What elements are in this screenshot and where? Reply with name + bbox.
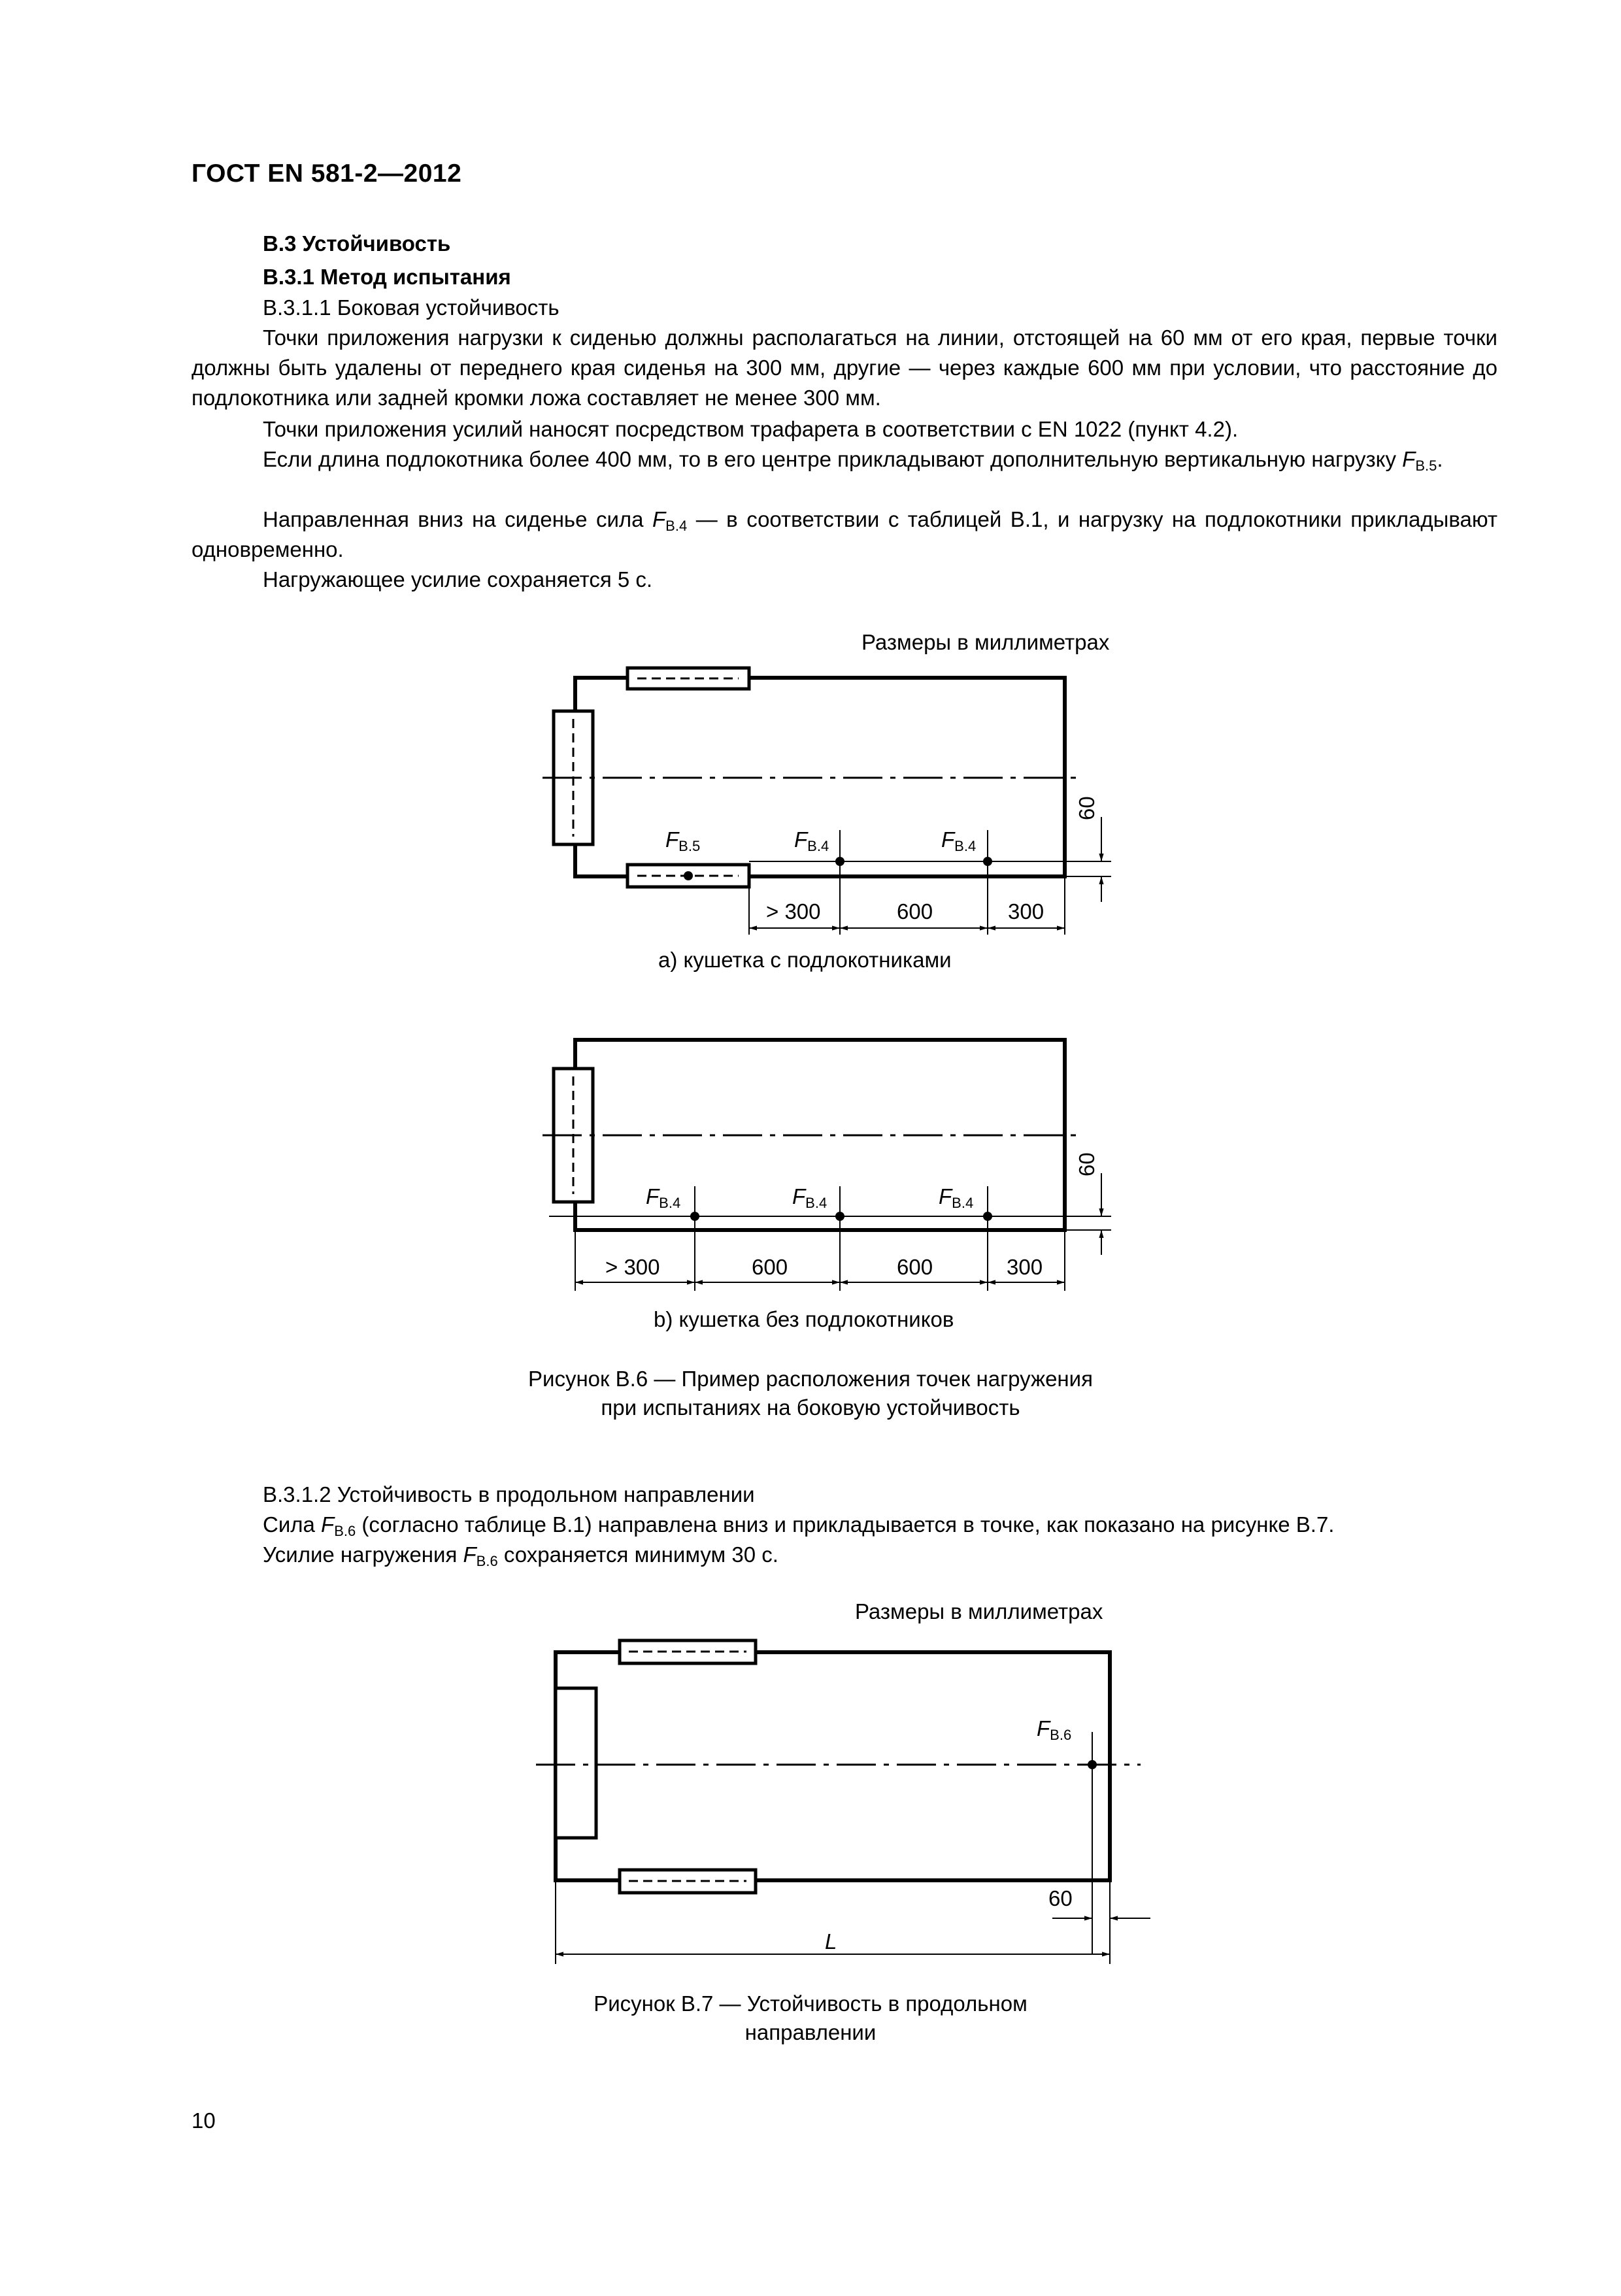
label-f-b4-b1: $F_{B.4}$ — [646, 1184, 681, 1211]
load-point-b4-b3 — [983, 1212, 992, 1221]
dim-300-a: 300 — [1008, 899, 1044, 923]
dim-L: L — [825, 1929, 837, 1954]
armrest-bottom — [627, 865, 749, 887]
figure-b6-caption — [418, 1365, 1203, 1422]
dim-600-b2: 600 — [897, 1255, 933, 1279]
dim-600-a: 600 — [897, 899, 933, 923]
dim-60-a: 60 — [1075, 796, 1099, 820]
dim-60-b: 60 — [1075, 1152, 1099, 1176]
dim-gt300-a: > 300 — [766, 899, 821, 923]
figure-b6-caption-line2: при испытаниях на боковую устойчивость — [601, 1395, 1020, 1420]
figure-b7-caption-line2: направлении — [744, 2020, 877, 2044]
figure-b6a-couch — [543, 668, 1111, 935]
load-point-b4-1 — [835, 857, 844, 866]
label-f-b6: $F_{B.6}$ — [1037, 1716, 1072, 1743]
armrest-top — [627, 668, 749, 689]
section-b31-title: B.3.1 Метод испытания — [263, 265, 511, 289]
paragraph-b6-force: Сила $F_{B.6}$ (согласно таблице B.1) направлена вниз и прикладывается в точке, как показано на рисунке B.7. — [263, 1512, 1335, 1539]
paragraph-hold-time: Нагружающее усилие сохраняется 5 с. — [263, 567, 653, 591]
dim-gt300-b: > 300 — [605, 1255, 660, 1279]
label-f-b5: $F_{B.5}$ — [665, 827, 701, 854]
label-f-b4-a1: $F_{B.4}$ — [794, 827, 829, 854]
dim-60-b7: 60 — [1048, 1886, 1073, 1910]
figure-b6-units-note: Размеры в миллиметрах — [861, 630, 1110, 654]
load-point-b6 — [1088, 1760, 1097, 1769]
label-f-b4-b2: $F_{B.4}$ — [792, 1184, 827, 1211]
section-b311-title: B.3.1.1 Боковая устойчивость — [263, 295, 560, 320]
section-b3-title: B.3 Устойчивость — [263, 231, 451, 256]
paragraph-armrest-load: Если длина подлокотника более 400 мм, то в его центре прикладывают дополнительную вертикальную нагрузку $F_{B.5}$. — [263, 447, 1443, 474]
load-point-b5 — [684, 871, 693, 880]
figure-b7-caption-line1: Рисунок B.7 — Устойчивость в продольном — [593, 1991, 1028, 2016]
figure-b6a-caption: a) кушетка с подлокотниками — [658, 948, 952, 972]
label-f-b4-b3: $F_{B.4}$ — [939, 1184, 974, 1211]
paragraph-downward-force: Направленная вниз на сиденье сила $F_{B.4}$ — в соответствии с таблицей B.1, и нагрузку на подлокотники прикладывают одновременно. — [192, 507, 1497, 561]
headrest-left-b — [554, 1069, 593, 1202]
section-b312-title: B.3.1.2 Устойчивость в продольном направлении — [263, 1482, 755, 1506]
figure-b7-units-note: Размеры в миллиметрах — [855, 1599, 1103, 1623]
paragraph-b6-hold: Усилие нагружения $F_{B.6}$ сохраняется минимум 30 с. — [263, 1542, 778, 1569]
paragraph-stencil: Точки приложения усилий наносят посредством трафарета в соответствии с EN 1022 (пункт 4.2). — [263, 417, 1239, 441]
dim-300-b: 300 — [1007, 1255, 1043, 1279]
figure-b6b-caption: b) кушетка без подлокотников — [654, 1307, 954, 1331]
paragraph-load-points: Точки приложения нагрузки к сиденью должны располагаться на линии, отстоящей на 60 мм от его края, первые точки должны быть удалены от переднего края сиденья на 300 мм, другие — через каждые 600 мм при условии, что расстояние до подлокотника или задней кромки ложа составляет не менее 300 мм. — [192, 325, 1497, 410]
figure-b7-couch — [536, 1640, 1150, 1964]
page-number: 10 — [192, 2108, 216, 2133]
label-f-b4-a2: $F_{B.4}$ — [941, 827, 977, 854]
headrest-left — [554, 711, 593, 844]
load-point-b4-b2 — [835, 1212, 844, 1221]
load-point-b4-2 — [983, 857, 992, 866]
couch-seat-outline-b7 — [556, 1652, 1110, 1880]
figure-b6-caption-line1: Рисунок B.6 — Пример расположения точек нагружения — [528, 1367, 1093, 1391]
load-point-b4-b1 — [690, 1212, 699, 1221]
figure-b7-caption — [418, 1989, 1203, 2047]
document-header: ГОСТ EN 581-2—2012 — [192, 159, 462, 188]
dim-600-b1: 600 — [752, 1255, 788, 1279]
